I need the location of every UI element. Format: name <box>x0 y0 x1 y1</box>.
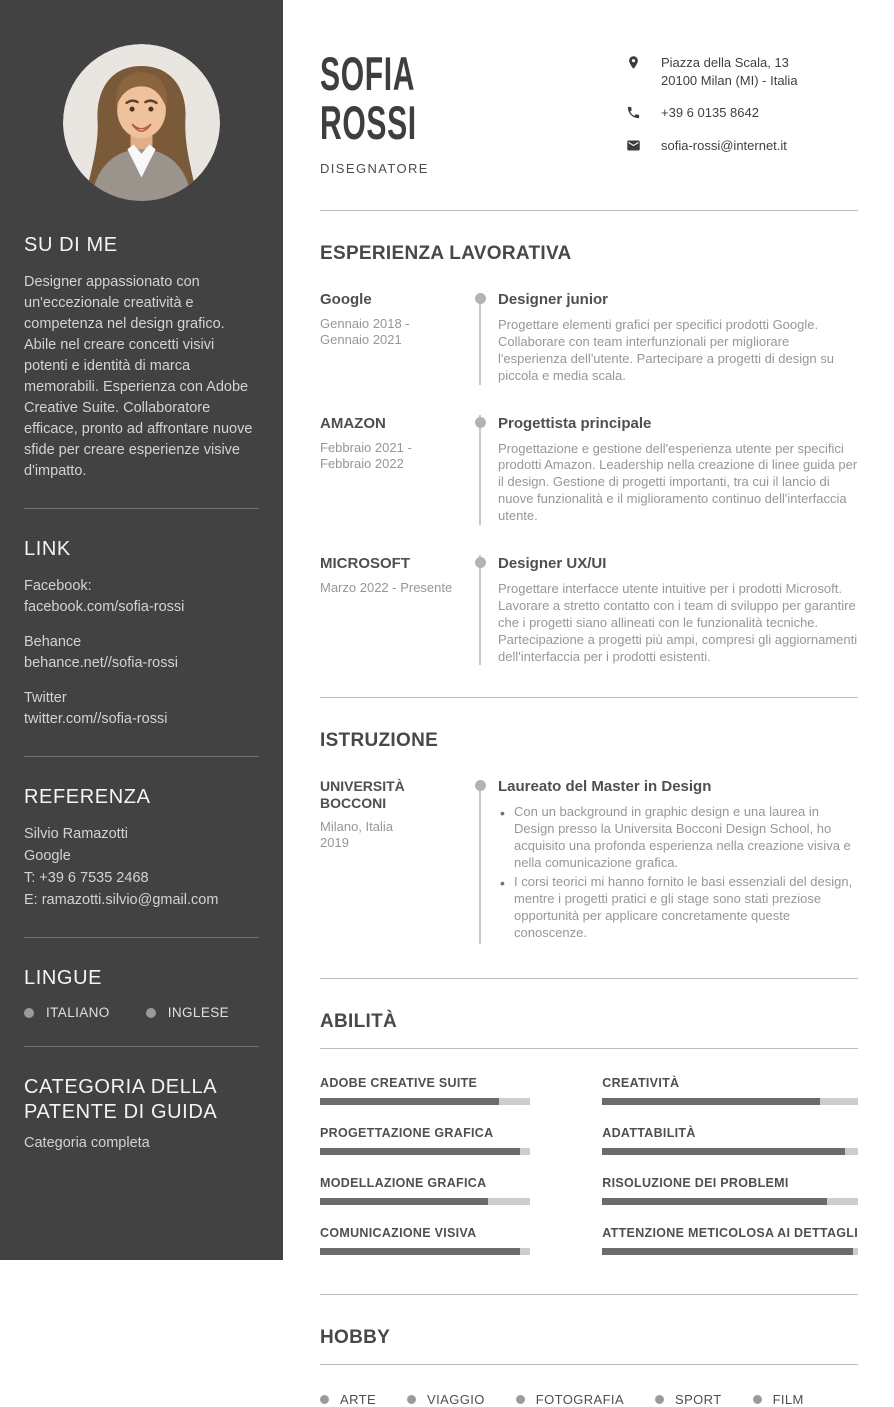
experience-section <box>320 243 858 665</box>
skill-item <box>602 1176 858 1205</box>
job-role: Designer junior <box>498 291 609 308</box>
email-icon <box>626 138 641 153</box>
contact-address <box>626 54 858 89</box>
skill-bar-fill <box>320 1248 520 1255</box>
hobby-item <box>516 1392 624 1407</box>
link-item-twitter <box>24 688 259 730</box>
language-label: INGLESE <box>167 1005 230 1021</box>
contact-block <box>626 44 858 176</box>
portrait-illustration <box>63 44 220 201</box>
skills-grid <box>320 1076 858 1276</box>
skill-bar <box>602 1248 858 1255</box>
sidebar-divider <box>24 756 259 757</box>
education-title: ISTRUZIONE <box>320 730 439 752</box>
hobby-item <box>320 1392 376 1407</box>
twitter-link[interactable]: twitter.com//sofia-rossi <box>24 711 168 728</box>
link-label: Behance <box>24 634 82 651</box>
skill-name: PROGETTAZIONE GRAFICA <box>320 1125 494 1140</box>
job-role: Designer UX/UI <box>498 555 607 573</box>
name-block <box>320 44 471 176</box>
skill-name: CREATIVITÀ <box>602 1075 680 1090</box>
reference-section <box>24 785 259 911</box>
language-item <box>146 1005 229 1020</box>
reference-title: REFERENZA <box>24 786 151 809</box>
section-divider <box>320 1294 858 1295</box>
experience-list <box>320 291 858 665</box>
languages-title: LINGUE <box>24 967 103 990</box>
graduation-year: 2019 <box>320 835 349 851</box>
reference-phone[interactable]: T: +39 6 7535 2468 <box>24 869 149 886</box>
reference-company: Google <box>24 848 71 864</box>
skill-bar <box>320 1248 530 1255</box>
hobby-label: ARTE <box>340 1391 377 1407</box>
company-name: Google <box>320 291 372 308</box>
header <box>320 44 858 176</box>
link-label: Twitter <box>24 690 67 707</box>
experience-entry <box>320 555 858 665</box>
sidebar-divider <box>24 937 259 938</box>
skill-bar-fill <box>320 1198 488 1205</box>
hobby-item <box>407 1392 485 1407</box>
phone-text[interactable]: +39 6 0135 8642 <box>661 105 759 121</box>
degree-details <box>498 804 858 941</box>
education-section <box>320 730 858 943</box>
skill-bar-fill <box>320 1148 520 1155</box>
skill-item <box>320 1126 530 1155</box>
address-line-1: Piazza della Scala, 13 <box>661 55 789 70</box>
hobby-label: VIAGGIO <box>427 1391 485 1407</box>
driving-license-section <box>24 1075 259 1151</box>
title-divider <box>320 1364 858 1365</box>
degree-bullet: • I corsi teorici mi hanno fornito le basi essenziali del design, mentre i progetti pratici e gli stage sono stati preziose opportunità per applicare concretamente queste conoscenze. <box>498 874 858 942</box>
hobby-item <box>655 1392 722 1407</box>
address-line-2: 20100 Milan (MI) - Italia <box>661 72 798 88</box>
language-label: ITALIANO <box>46 1005 110 1021</box>
address-text <box>661 54 798 89</box>
driving-license-title: CATEGORIA DELLA PATENTE DI GUIDA <box>24 1076 218 1124</box>
degree-bullet: • Con un background in graphic design e una laurea in Design presso la Universita Bocconi Design School, ho acquisito una profonda esperienza nella creazione visiva e nella comunicazione grafica. <box>498 804 858 872</box>
location-icon <box>626 55 641 70</box>
skill-bar-fill <box>602 1148 845 1155</box>
first-name: SOFIA <box>320 47 416 100</box>
skill-bar-fill <box>602 1098 819 1105</box>
bullet-dot-icon <box>24 1008 34 1018</box>
school-name: UNIVERSITÀ BOCCONI <box>320 778 405 812</box>
skill-bar-fill <box>320 1098 499 1105</box>
main-content <box>283 0 894 1407</box>
skill-bar-fill <box>602 1198 827 1205</box>
reference-email[interactable]: E: ramazotti.silvio@gmail.com <box>24 891 219 908</box>
bullet-dot-icon <box>320 1395 329 1404</box>
languages-section <box>24 966 259 1020</box>
skill-bar <box>602 1198 858 1205</box>
sidebar <box>0 0 283 1260</box>
bullet-dot-icon <box>655 1395 664 1404</box>
language-item <box>24 1005 110 1020</box>
skill-item <box>320 1226 530 1255</box>
skill-item <box>602 1126 858 1155</box>
job-title: DISEGNATORE <box>320 161 429 176</box>
job-role: Progettista principale <box>498 414 652 432</box>
sidebar-divider <box>24 508 259 509</box>
skill-bar <box>602 1098 858 1105</box>
behance-link[interactable]: behance.net//sofia-rossi <box>24 655 178 672</box>
company-name: MICROSOFT <box>320 555 410 573</box>
contact-phone <box>626 104 858 122</box>
skill-item <box>602 1076 858 1105</box>
hobby-section <box>320 1327 858 1407</box>
skill-name: COMUNICAZIONE VISIVA <box>320 1225 477 1240</box>
employment-period: Gennaio 2018 - Gennaio 2021 <box>320 316 410 348</box>
timeline <box>462 555 498 665</box>
experience-title: ESPERIENZA LAVORATIVA <box>320 243 572 264</box>
about-text: Designer appassionato con un'eccezionale creatività e competenza nel design grafico. Abile nel creare concetti visivi potenti e identità di marca memorabili. Esperienza con Adobe Creative Suite. Collaboratore efficace, pronto ad affrontare nuove sfide per creare esperienze visive d'impatto. <box>24 274 253 480</box>
contact-email <box>626 137 858 155</box>
timeline-dot-icon <box>475 293 486 304</box>
section-divider <box>320 210 858 211</box>
degree-title: Laureato del Master in Design <box>498 778 712 796</box>
bullet-dot-icon <box>146 1008 156 1018</box>
bullet-dot-icon <box>407 1395 416 1404</box>
skill-name: ATTENZIONE METICOLOSA AI DETTAGLI <box>602 1225 858 1240</box>
timeline <box>462 415 498 525</box>
company-name: AMAZON <box>320 414 386 432</box>
facebook-link[interactable]: facebook.com/sofia-rossi <box>24 599 185 616</box>
employment-period: Marzo 2022 - Presente <box>320 580 453 596</box>
job-description: Progettazione e gestione dell'esperienza utente per specifici prodotti Amazon. Leadership nella creazione di linee guida per il design. Gestione di progetti importanti, tra cui il lancio di nuove funzionalità e il miglioramento continuo dell'interfaccia utente. <box>498 440 858 524</box>
skill-bar <box>320 1148 530 1155</box>
skill-bar <box>320 1098 530 1105</box>
links-section <box>24 537 259 730</box>
timeline-dot-icon <box>475 417 486 428</box>
education-entry <box>320 778 858 943</box>
experience-entry <box>320 415 858 555</box>
skills-section <box>320 1011 858 1276</box>
skill-item <box>602 1226 858 1255</box>
hobby-title: HOBBY <box>320 1326 391 1348</box>
link-label: Facebook: <box>24 578 92 595</box>
skills-column-right <box>602 1076 858 1276</box>
email-text[interactable]: sofia-rossi@internet.it <box>661 137 787 153</box>
skill-bar <box>602 1148 858 1155</box>
about-section <box>24 233 259 482</box>
bullet-dot-icon <box>516 1395 525 1404</box>
skill-bar-fill <box>602 1248 853 1255</box>
link-item-behance <box>24 632 259 674</box>
skill-bar <box>320 1198 530 1205</box>
timeline-dot-icon <box>475 780 486 791</box>
skill-item <box>320 1176 530 1205</box>
section-divider <box>320 697 858 698</box>
reference-name: Silvio Ramazotti <box>24 826 128 843</box>
education-list <box>320 778 858 943</box>
about-title: SU DI ME <box>24 234 118 256</box>
profile-photo <box>63 44 220 201</box>
timeline <box>462 778 498 943</box>
skill-name: ADATTABILITÀ <box>602 1125 696 1140</box>
bullet-dot-icon <box>753 1395 762 1404</box>
experience-entry <box>320 291 858 415</box>
hobby-list <box>320 1392 858 1407</box>
timeline-dot-icon <box>475 557 486 568</box>
skill-name: ADOBE CREATIVE SUITE <box>320 1075 478 1090</box>
skill-name: RISOLUZIONE DEI PROBLEMI <box>602 1175 789 1190</box>
skills-title: ABILITÀ <box>320 1010 398 1032</box>
hobby-label: FOTOGRAFIA <box>535 1391 625 1407</box>
links-title: LINK <box>24 538 71 561</box>
last-name: ROSSI <box>320 96 417 149</box>
skills-column-left <box>320 1076 530 1276</box>
employment-period: Febbraio 2021 - Febbraio 2022 <box>320 439 412 471</box>
skill-item <box>320 1076 530 1105</box>
timeline <box>462 291 498 385</box>
languages-list <box>24 1005 259 1020</box>
sidebar-divider <box>24 1046 259 1047</box>
driving-license-value: Categoria completa <box>24 1135 150 1152</box>
job-description: Progettare elementi grafici per specifici prodotti Google. Collaborare con team interfunzionali per migliorare l'esperienza dell'utente. Partecipare a progetti di design su piccola e media scala. <box>498 317 834 383</box>
hobby-item <box>753 1392 804 1407</box>
title-divider <box>320 1048 858 1049</box>
school-location: Milano, Italia <box>320 819 393 835</box>
job-description: Progettare interfacce utente intuitive per i prodotti Microsoft. Lavorare a stretto contatto con i team di sviluppo per garantire che i progetti siano allineati con le funzionalità tecniche. Partecipazione a progetti più ampi, compresi gli aggiornamenti dell'interfaccia per i prodotti esistenti. <box>498 581 858 664</box>
skill-name: MODELLAZIONE GRAFICA <box>320 1175 487 1190</box>
link-item-facebook <box>24 576 259 618</box>
hobby-label: SPORT <box>675 1391 722 1407</box>
section-divider <box>320 978 858 979</box>
phone-icon <box>626 105 641 120</box>
hobby-label: FILM <box>772 1391 804 1407</box>
